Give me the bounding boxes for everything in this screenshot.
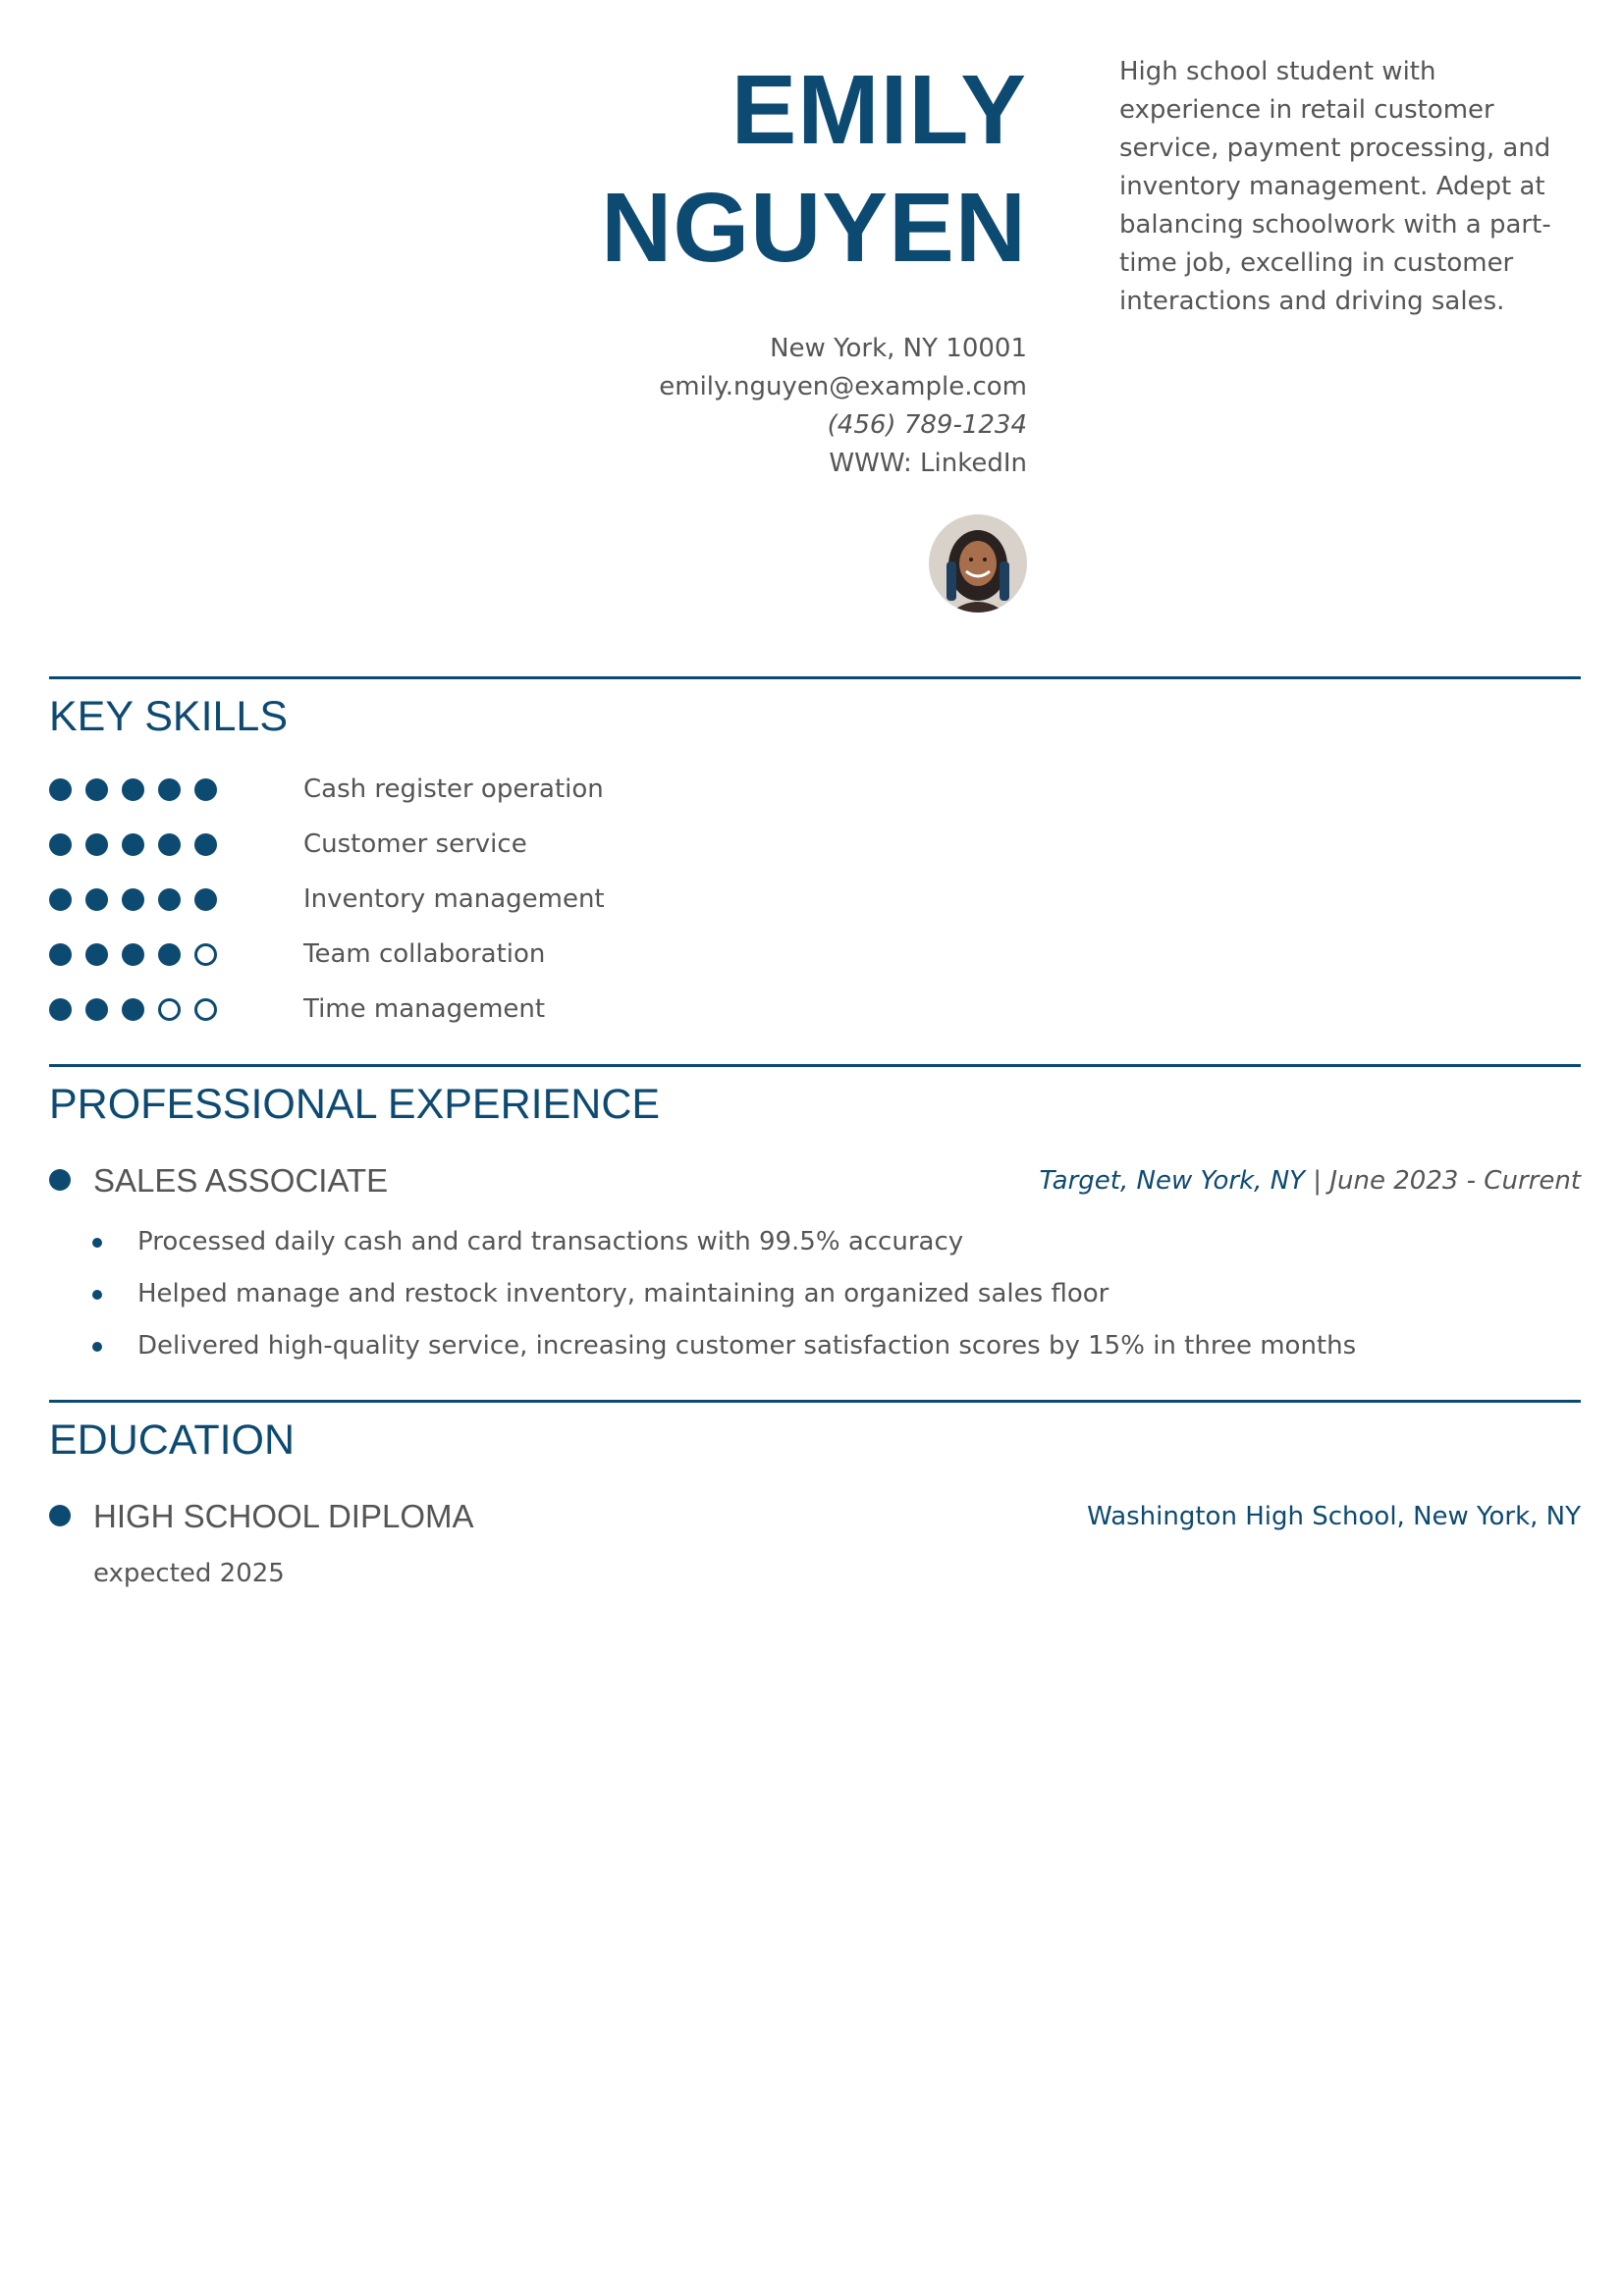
job-dates: June 2023 - Current xyxy=(1329,1166,1581,1196)
rating-dot-filled-icon xyxy=(194,778,217,801)
job-company: Target, New York, NY xyxy=(1039,1166,1306,1196)
education-title: EDUCATION xyxy=(49,1416,296,1464)
profile-photo xyxy=(929,514,1027,613)
experience-title: PROFESSIONAL EXPERIENCE xyxy=(49,1081,661,1128)
skill-row xyxy=(49,927,1581,982)
rating-dot-empty-icon xyxy=(194,998,217,1021)
rating-dot-filled-icon xyxy=(85,998,108,1021)
last-name: NGUYEN xyxy=(601,173,1027,283)
rating-dot-filled-icon xyxy=(49,998,72,1021)
skill-row xyxy=(49,817,1581,872)
skill-rating xyxy=(49,888,303,911)
rating-dot-filled-icon xyxy=(49,833,72,856)
skill-row xyxy=(49,872,1581,927)
skill-rating xyxy=(49,833,303,856)
rating-dot-filled-icon xyxy=(85,833,108,856)
degree-title: HIGH SCHOOL DIPLOMA xyxy=(93,1498,474,1534)
skills-list xyxy=(49,762,1581,1037)
job-bullet: Helped manage and restock inventory, maintaining an organized sales floor xyxy=(49,1268,1581,1320)
rating-dot-filled-icon xyxy=(122,998,144,1021)
rating-dot-filled-icon xyxy=(85,778,108,801)
education-entry xyxy=(49,1497,1581,1593)
skill-name: Customer service xyxy=(303,829,527,859)
rating-dot-filled-icon xyxy=(158,833,181,856)
rating-dot-filled-icon xyxy=(158,888,181,911)
avatar-image xyxy=(929,514,1027,613)
profile-summary: High school student with experience in retail customer service, payment processing, and inventory management. Adept at balancing schoolwork with a part-time job, excelling in customer interactions and driving sales. xyxy=(1119,57,1551,316)
phone-number: (456) 789-1234 xyxy=(827,410,1027,440)
job-bullets xyxy=(49,1216,1581,1372)
education-section xyxy=(49,1400,1581,1593)
rating-dot-filled-icon xyxy=(49,778,72,801)
bullet-icon xyxy=(49,1505,71,1526)
job-bullet: Delivered high-quality service, increasing customer satisfaction scores by 15% in three months xyxy=(49,1320,1581,1372)
contact-info xyxy=(49,330,1027,483)
rating-dot-filled-icon xyxy=(158,778,181,801)
job-header xyxy=(49,1161,1581,1201)
skills-section xyxy=(49,676,1581,1037)
experience-section xyxy=(49,1064,1581,1372)
rating-dot-empty-icon xyxy=(158,998,181,1021)
skill-rating xyxy=(49,998,303,1021)
rating-dot-filled-icon xyxy=(49,943,72,966)
skill-name: Cash register operation xyxy=(303,774,604,804)
skill-name: Time management xyxy=(303,994,546,1024)
school-meta xyxy=(1087,1499,1581,1534)
rating-dot-filled-icon xyxy=(122,888,144,911)
skill-name: Inventory management xyxy=(303,884,605,914)
rating-dot-empty-icon xyxy=(194,943,217,966)
skill-row xyxy=(49,762,1581,817)
education-header xyxy=(49,1497,1581,1536)
email-link[interactable]: emily.nguyen@example.com xyxy=(659,372,1027,401)
skill-rating xyxy=(49,943,303,966)
address: New York, NY 10001 xyxy=(770,334,1027,363)
rating-dot-filled-icon xyxy=(49,888,72,911)
linkedin-link[interactable]: WWW: LinkedIn xyxy=(829,449,1027,478)
skills-title: KEY SKILLS xyxy=(49,693,289,740)
job-meta xyxy=(1040,1163,1581,1199)
rating-dot-filled-icon xyxy=(194,833,217,856)
school-name: Washington High School, New York, NY xyxy=(1087,1502,1581,1531)
skill-row xyxy=(49,982,1581,1037)
first-name: EMILY xyxy=(730,55,1027,165)
job-entry xyxy=(49,1161,1581,1372)
rating-dot-filled-icon xyxy=(158,943,181,966)
skill-name: Team collaboration xyxy=(303,939,546,969)
skill-rating xyxy=(49,778,303,801)
rating-dot-filled-icon xyxy=(85,888,108,911)
rating-dot-filled-icon xyxy=(194,888,217,911)
rating-dot-filled-icon xyxy=(122,778,144,801)
header xyxy=(49,51,1027,613)
graduation-note: expected 2025 xyxy=(93,1559,285,1588)
meta-separator: | xyxy=(1305,1166,1330,1196)
job-bullet: Processed daily cash and card transactions with 99.5% accuracy xyxy=(49,1216,1581,1268)
rating-dot-filled-icon xyxy=(122,943,144,966)
rating-dot-filled-icon xyxy=(85,943,108,966)
job-title: SALES ASSOCIATE xyxy=(93,1162,389,1199)
bullet-icon xyxy=(49,1169,71,1191)
rating-dot-filled-icon xyxy=(122,833,144,856)
